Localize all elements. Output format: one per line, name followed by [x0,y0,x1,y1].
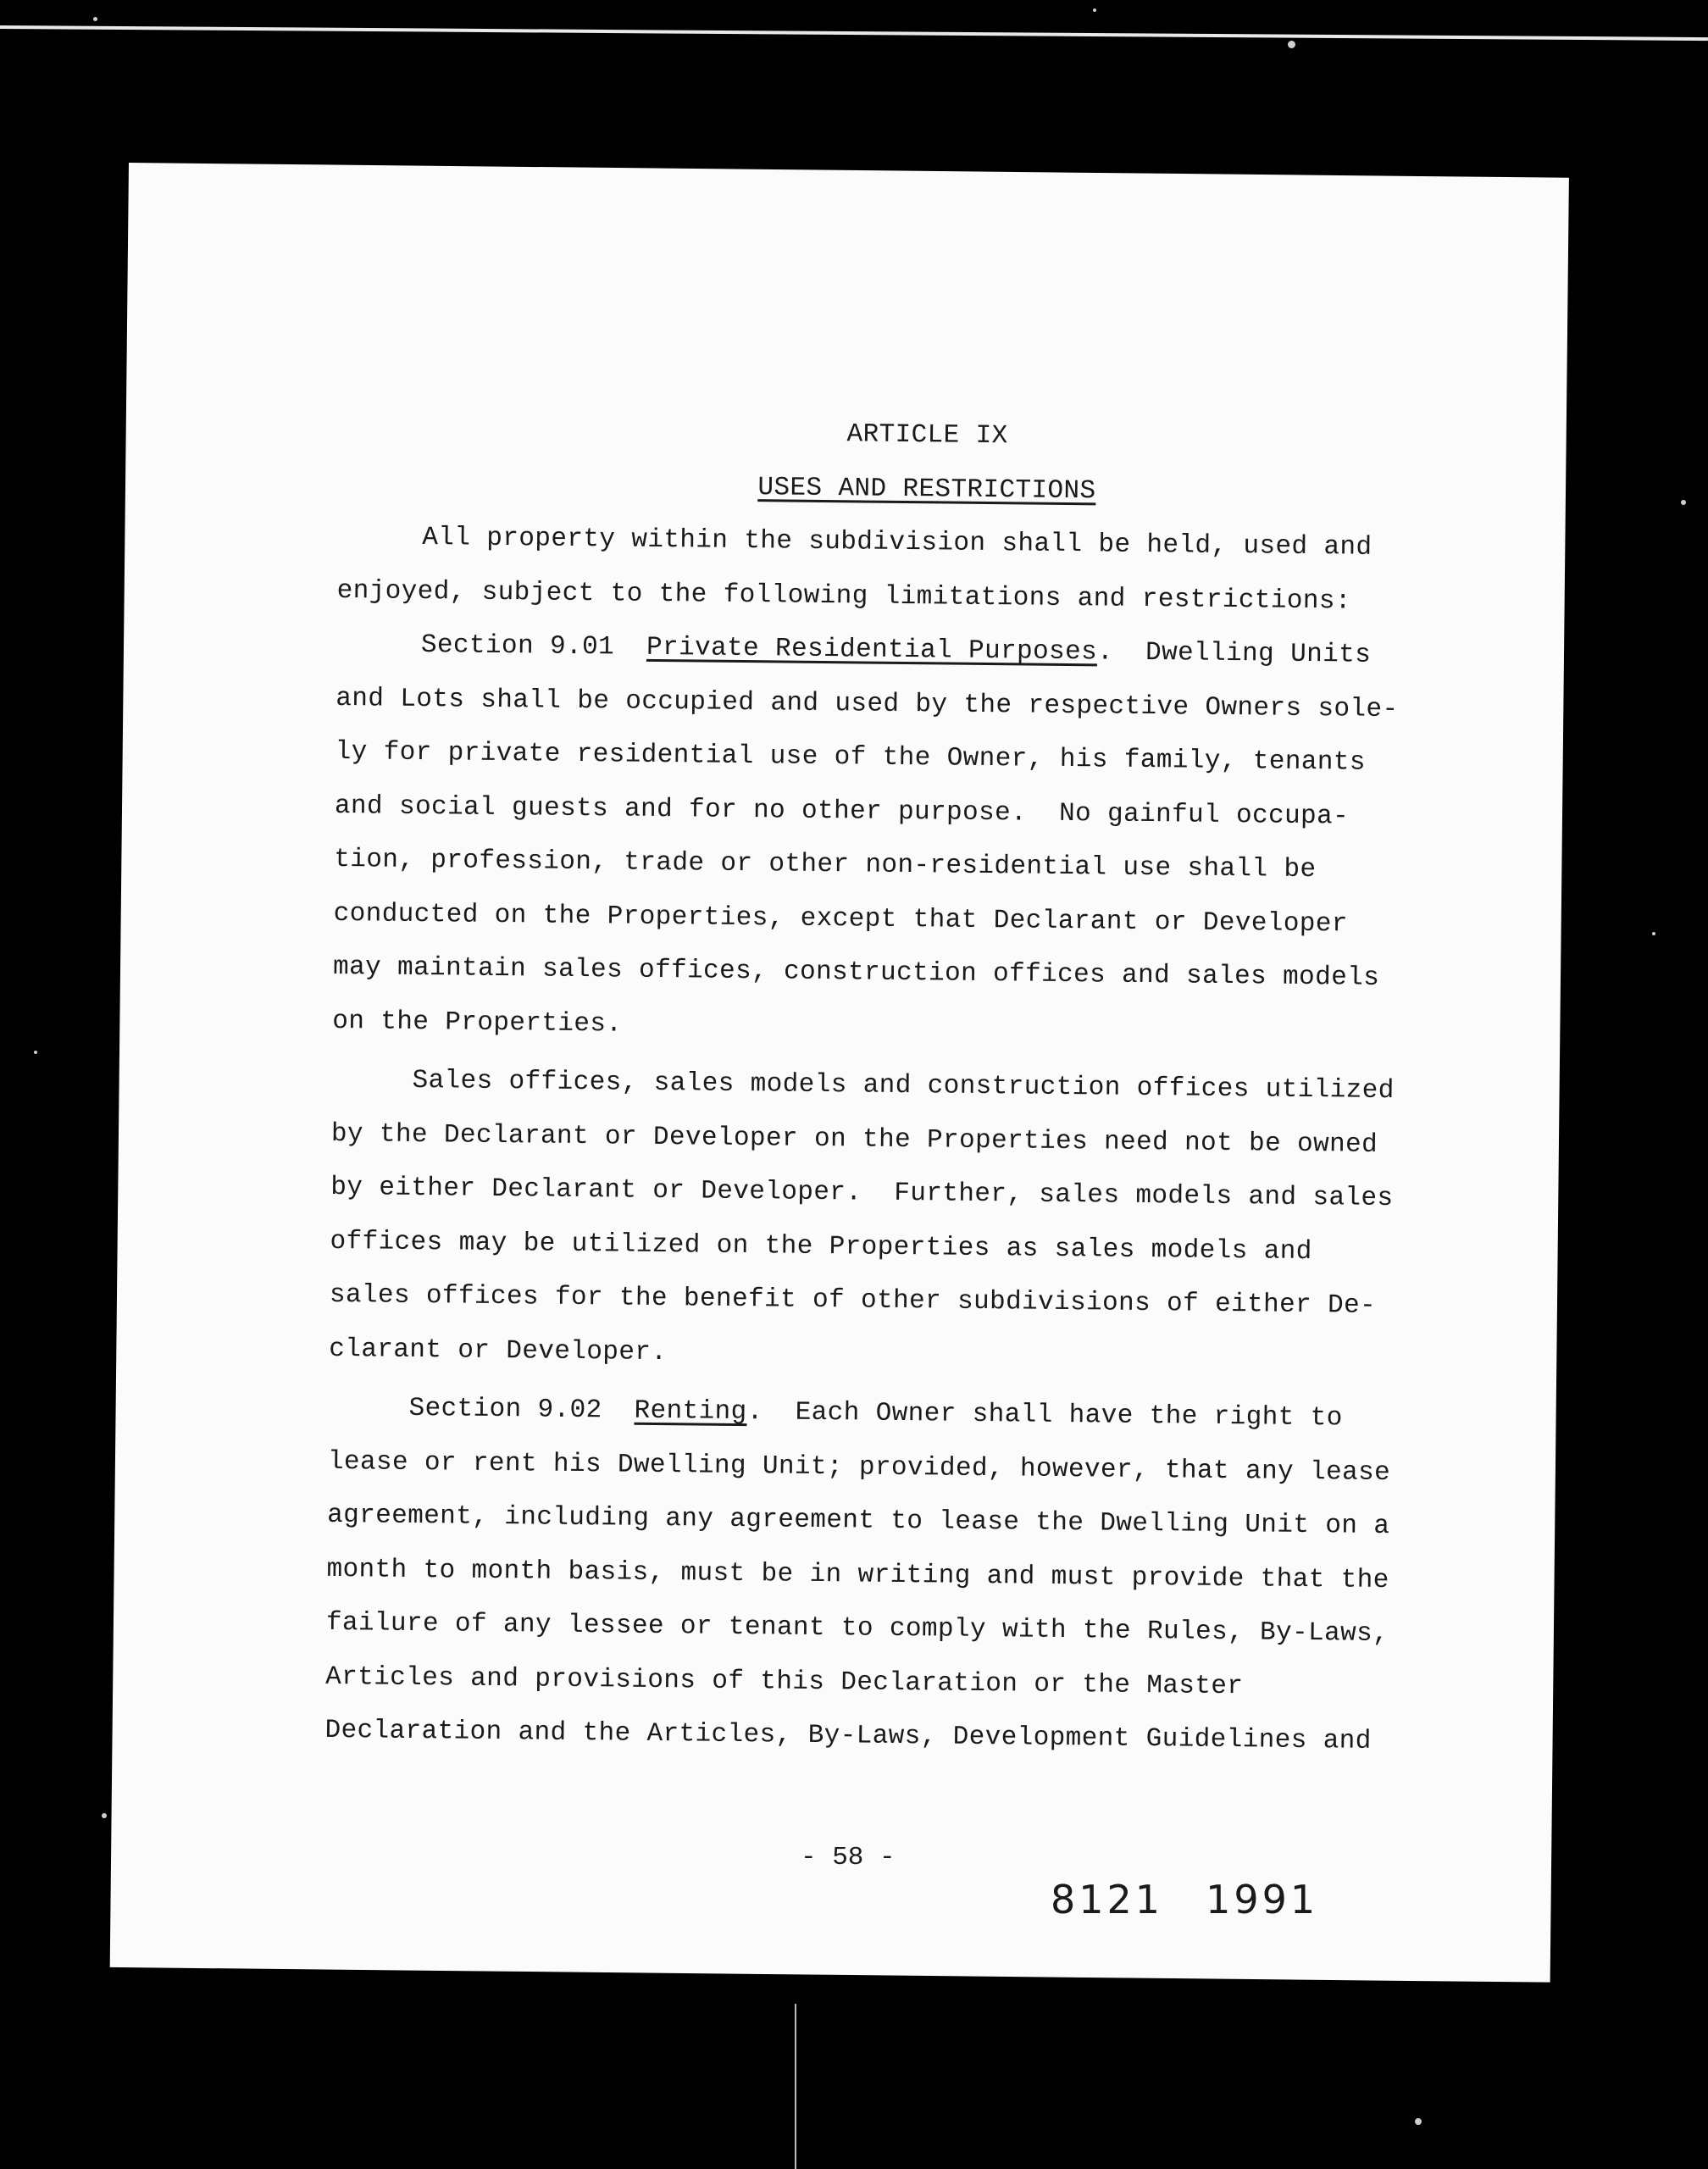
scan-top-rule [0,25,1708,41]
paragraph-line: on the Properties. [332,1006,623,1040]
section-heading: Renting [634,1395,747,1428]
paragraph-line: month to month basis, must be in writing and must provide that the [326,1554,1389,1595]
section-text: . Each Owner shall have the right to [746,1397,1343,1434]
document-body [324,402,1491,1770]
paragraph-line: ly for private residential use of the Owner, his family, tenants [335,736,1367,778]
scan-speck [1093,8,1096,12]
paragraph-line: enjoyed, subject to the following limitations and restrictions: [336,575,1351,617]
paragraph-line: All property within the subdivision shall be held, used and [422,523,1372,563]
scan-speck [102,1813,107,1818]
paragraph-line: failure of any lessee or tenant to comply with the Rules, By-Laws, [325,1607,1389,1650]
scan-speck [1415,2118,1422,2125]
section-title: USES AND RESTRICTIONS [757,472,1096,506]
paragraph-line: offices may be utilized on the Properties as sales models and [330,1226,1312,1267]
page-number: - 58 - [801,1843,896,1872]
stamp-left: 8121 [1051,1877,1164,1922]
scan-vertical-streak [795,2004,796,2169]
article-heading: ARTICLE IX [846,419,1008,452]
paragraph-line: conducted on the Properties, except that Declarant or Developer [333,898,1349,940]
paragraph-line: may maintain sales offices, construction offices and sales models [332,951,1380,993]
stamp-right: 1991 [1206,1877,1319,1922]
paragraph-line: Articles and provisions of this Declaration or the Master [325,1661,1244,1701]
scan-speck [34,1051,37,1054]
scan-speck [1652,932,1655,935]
section-label: Section 9.01 [420,630,615,663]
paragraph-line: and social guests and for no other purpose. No gainful occupa- [334,790,1350,832]
scan-speck [1288,41,1295,48]
paragraph-line: Declaration and the Articles, By-Laws, Development Guidelines and [324,1715,1372,1756]
paragraph-line: sales offices for the benefit of other subdivisions of either De- [329,1279,1377,1321]
scan-speck [1681,500,1686,505]
paragraph-line: by the Declarant or Developer on the Properties need not be owned [330,1118,1378,1160]
paragraph-line: agreement, including any agreement to lease the Dwelling Unit on a [327,1500,1390,1542]
section-heading: Private Residential Purposes [646,632,1098,668]
document-stamp-number [1051,1877,1318,1922]
section-label: Section 9.02 [408,1393,602,1426]
paragraph-line: and Lots shall be occupied and used by the respective Owners sole- [336,683,1399,724]
section-text: . Dwelling Units [1096,637,1372,670]
scan-speck [93,17,97,21]
paragraph-line: by either Declarant or Developer. Further, sales models and sales [330,1172,1394,1214]
paragraph-line: lease or rent his Dwelling Unit; provided, however, that any lease [327,1446,1391,1488]
paragraph-line: tion, profession, trade or other non-residential use shall be [334,844,1317,885]
paragraph-line: clarant or Developer. [329,1334,668,1367]
paragraph-line: Sales offices, sales models and construction offices utilized [412,1065,1395,1107]
